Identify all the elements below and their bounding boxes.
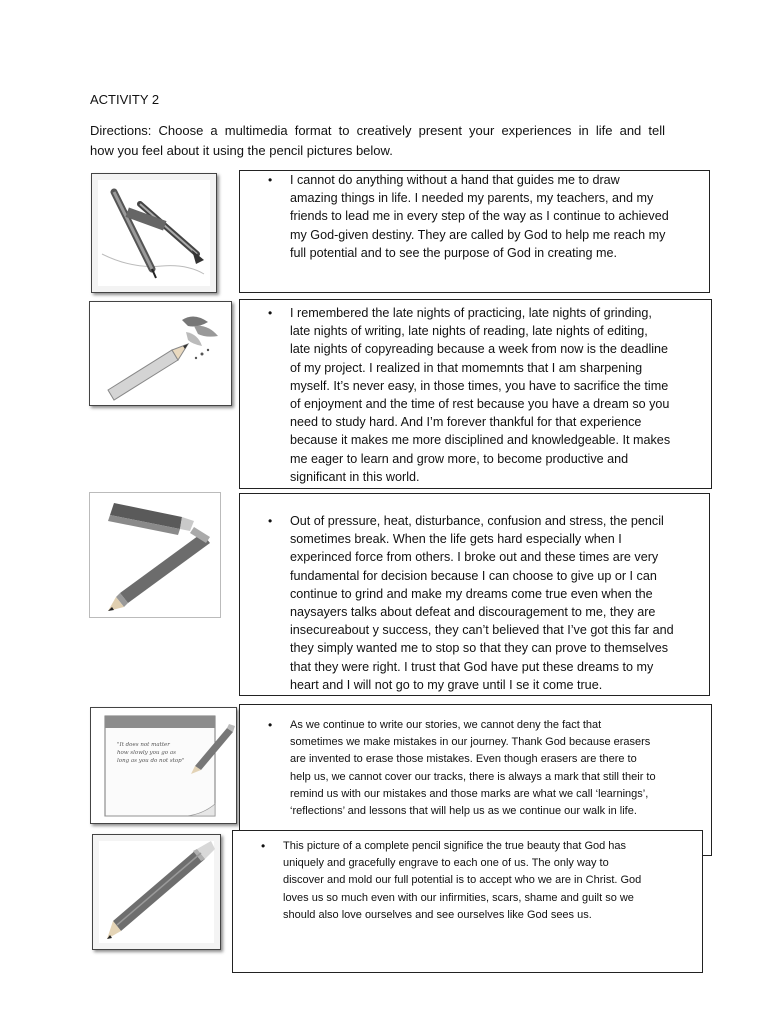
list-item (240, 171, 709, 262)
text-line: uniquely and gracefully engrave to each one of us. The only way to (283, 857, 609, 870)
text-line: friends to lead me in every step of the way as I continue to achieved (290, 209, 669, 224)
sharpened-pencil-image (89, 301, 232, 406)
broken-pencil-image (89, 492, 221, 618)
text-line: naysayers talks about defeat and discouragement to me, they are (290, 605, 656, 620)
text-line: discover and mold our full potential is to accept who we are in Christ. God (283, 874, 642, 887)
text-line: remind us with our mistakes and those marks are what we call ‘learnings’, (290, 787, 649, 800)
list-item (240, 512, 709, 694)
text-line: late nights of writing, late nights of reading, late nights of editing, (290, 324, 648, 339)
text-line: full potential and to see the purpose of God in creating me. (290, 245, 617, 260)
text-line: help us, we cannot cover our tracks, there is always a mark that still their to (290, 770, 656, 783)
text-line: my God-given destiny. They are called by God to help me reach my (290, 227, 666, 242)
text-line: fundamental for decision because I can choose to give up or I can (290, 568, 657, 583)
text-line: need to study hard. And I’m forever thankful for that experience (290, 415, 642, 430)
compass-pencil-image (91, 173, 217, 293)
text-line: insecureabout y success, they can’t believed that I’ve got this far and (290, 623, 674, 638)
text-line: I remembered the late nights of practicing, late nights of grinding, (290, 306, 652, 320)
text-line: that they were right. I trust that God have put these dreams to my (290, 659, 654, 674)
bullet-icon: • (268, 173, 273, 187)
text-line: significant in this world. (290, 469, 420, 484)
text-line: I cannot do anything without a hand that guides me to draw (290, 173, 620, 187)
text-box-3 (239, 493, 710, 696)
text-line: loves us so much even with our infirmities, scars, shame and guilt so we (283, 891, 634, 904)
note-line-3: long as you do not stop" (117, 758, 185, 764)
directions-line-1: Directions: Choose a multimedia format to creatively present your experiences in life and tell (90, 123, 665, 138)
text-line: amazing things in life. I needed my parents, my teachers, and my (290, 191, 654, 206)
text-line: ‘reflections’ and lessons that will help us as we continue our walk in life. (290, 805, 637, 818)
activity-title: ACTIVITY 2 (90, 92, 160, 107)
text-line: Out of pressure, heat, disturbance, confusion and stress, the pencil (290, 514, 664, 528)
text-line: heart and I will not go to my grave until I se it come true. (290, 677, 603, 692)
complete-pencil-image (92, 834, 221, 950)
text-line: are invented to erase those mistakes. Even though erasers are there to (290, 753, 637, 766)
bullet-icon: • (268, 514, 273, 528)
text-line: because it makes me more disciplined and knowledgeable. It makes (290, 433, 671, 448)
note-line-2: how slowly you go as (117, 750, 176, 756)
bullet-icon: • (261, 839, 266, 853)
text-line: sometimes break. When the life gets hard especially when I (290, 532, 622, 547)
text-box-2 (239, 299, 712, 489)
text-line: me eager to learn and grow more, to become productive and (290, 451, 629, 466)
list-item (240, 304, 711, 486)
text-line: of enjoyment and the time of rest because you have a dream so you (290, 397, 670, 412)
directions (90, 121, 665, 161)
text-line: As we continue to write our stories, we cannot deny the fact that (290, 719, 602, 731)
list-item (233, 838, 702, 924)
text-box-1 (239, 170, 710, 293)
notepad-pencil-image (90, 707, 237, 824)
text-line: they simply wanted me to stop so that they can prove to themselves (290, 641, 669, 656)
text-line: late nights of copyreading because a week from now is the deadline (290, 342, 669, 357)
text-line: sometimes we make mistakes in our journey. Thank God because erasers (290, 736, 651, 749)
text-line: continue to grind and make my dreams come true even when the (290, 586, 653, 601)
note-line-1: "It does not matter (117, 742, 170, 748)
text-line: experinced force from others. I broke out and these times are very (290, 550, 659, 565)
directions-line-2: how you feel about it using the pencil pictures below. (90, 143, 393, 158)
bullet-icon: • (268, 306, 273, 320)
text-box-5 (232, 830, 703, 973)
text-line: myself. It’s never easy, in those times, you have to sacrifice the time (290, 378, 669, 393)
text-line: should also love ourselves and see ourselves like God sees us. (283, 908, 592, 921)
list-item (240, 717, 711, 820)
text-line: of my project. I realized in that momemnts that I am sharpening (290, 360, 643, 375)
text-line: This picture of a complete pencil significe the true beauty that God has (283, 840, 627, 852)
bullet-icon: • (268, 718, 273, 732)
